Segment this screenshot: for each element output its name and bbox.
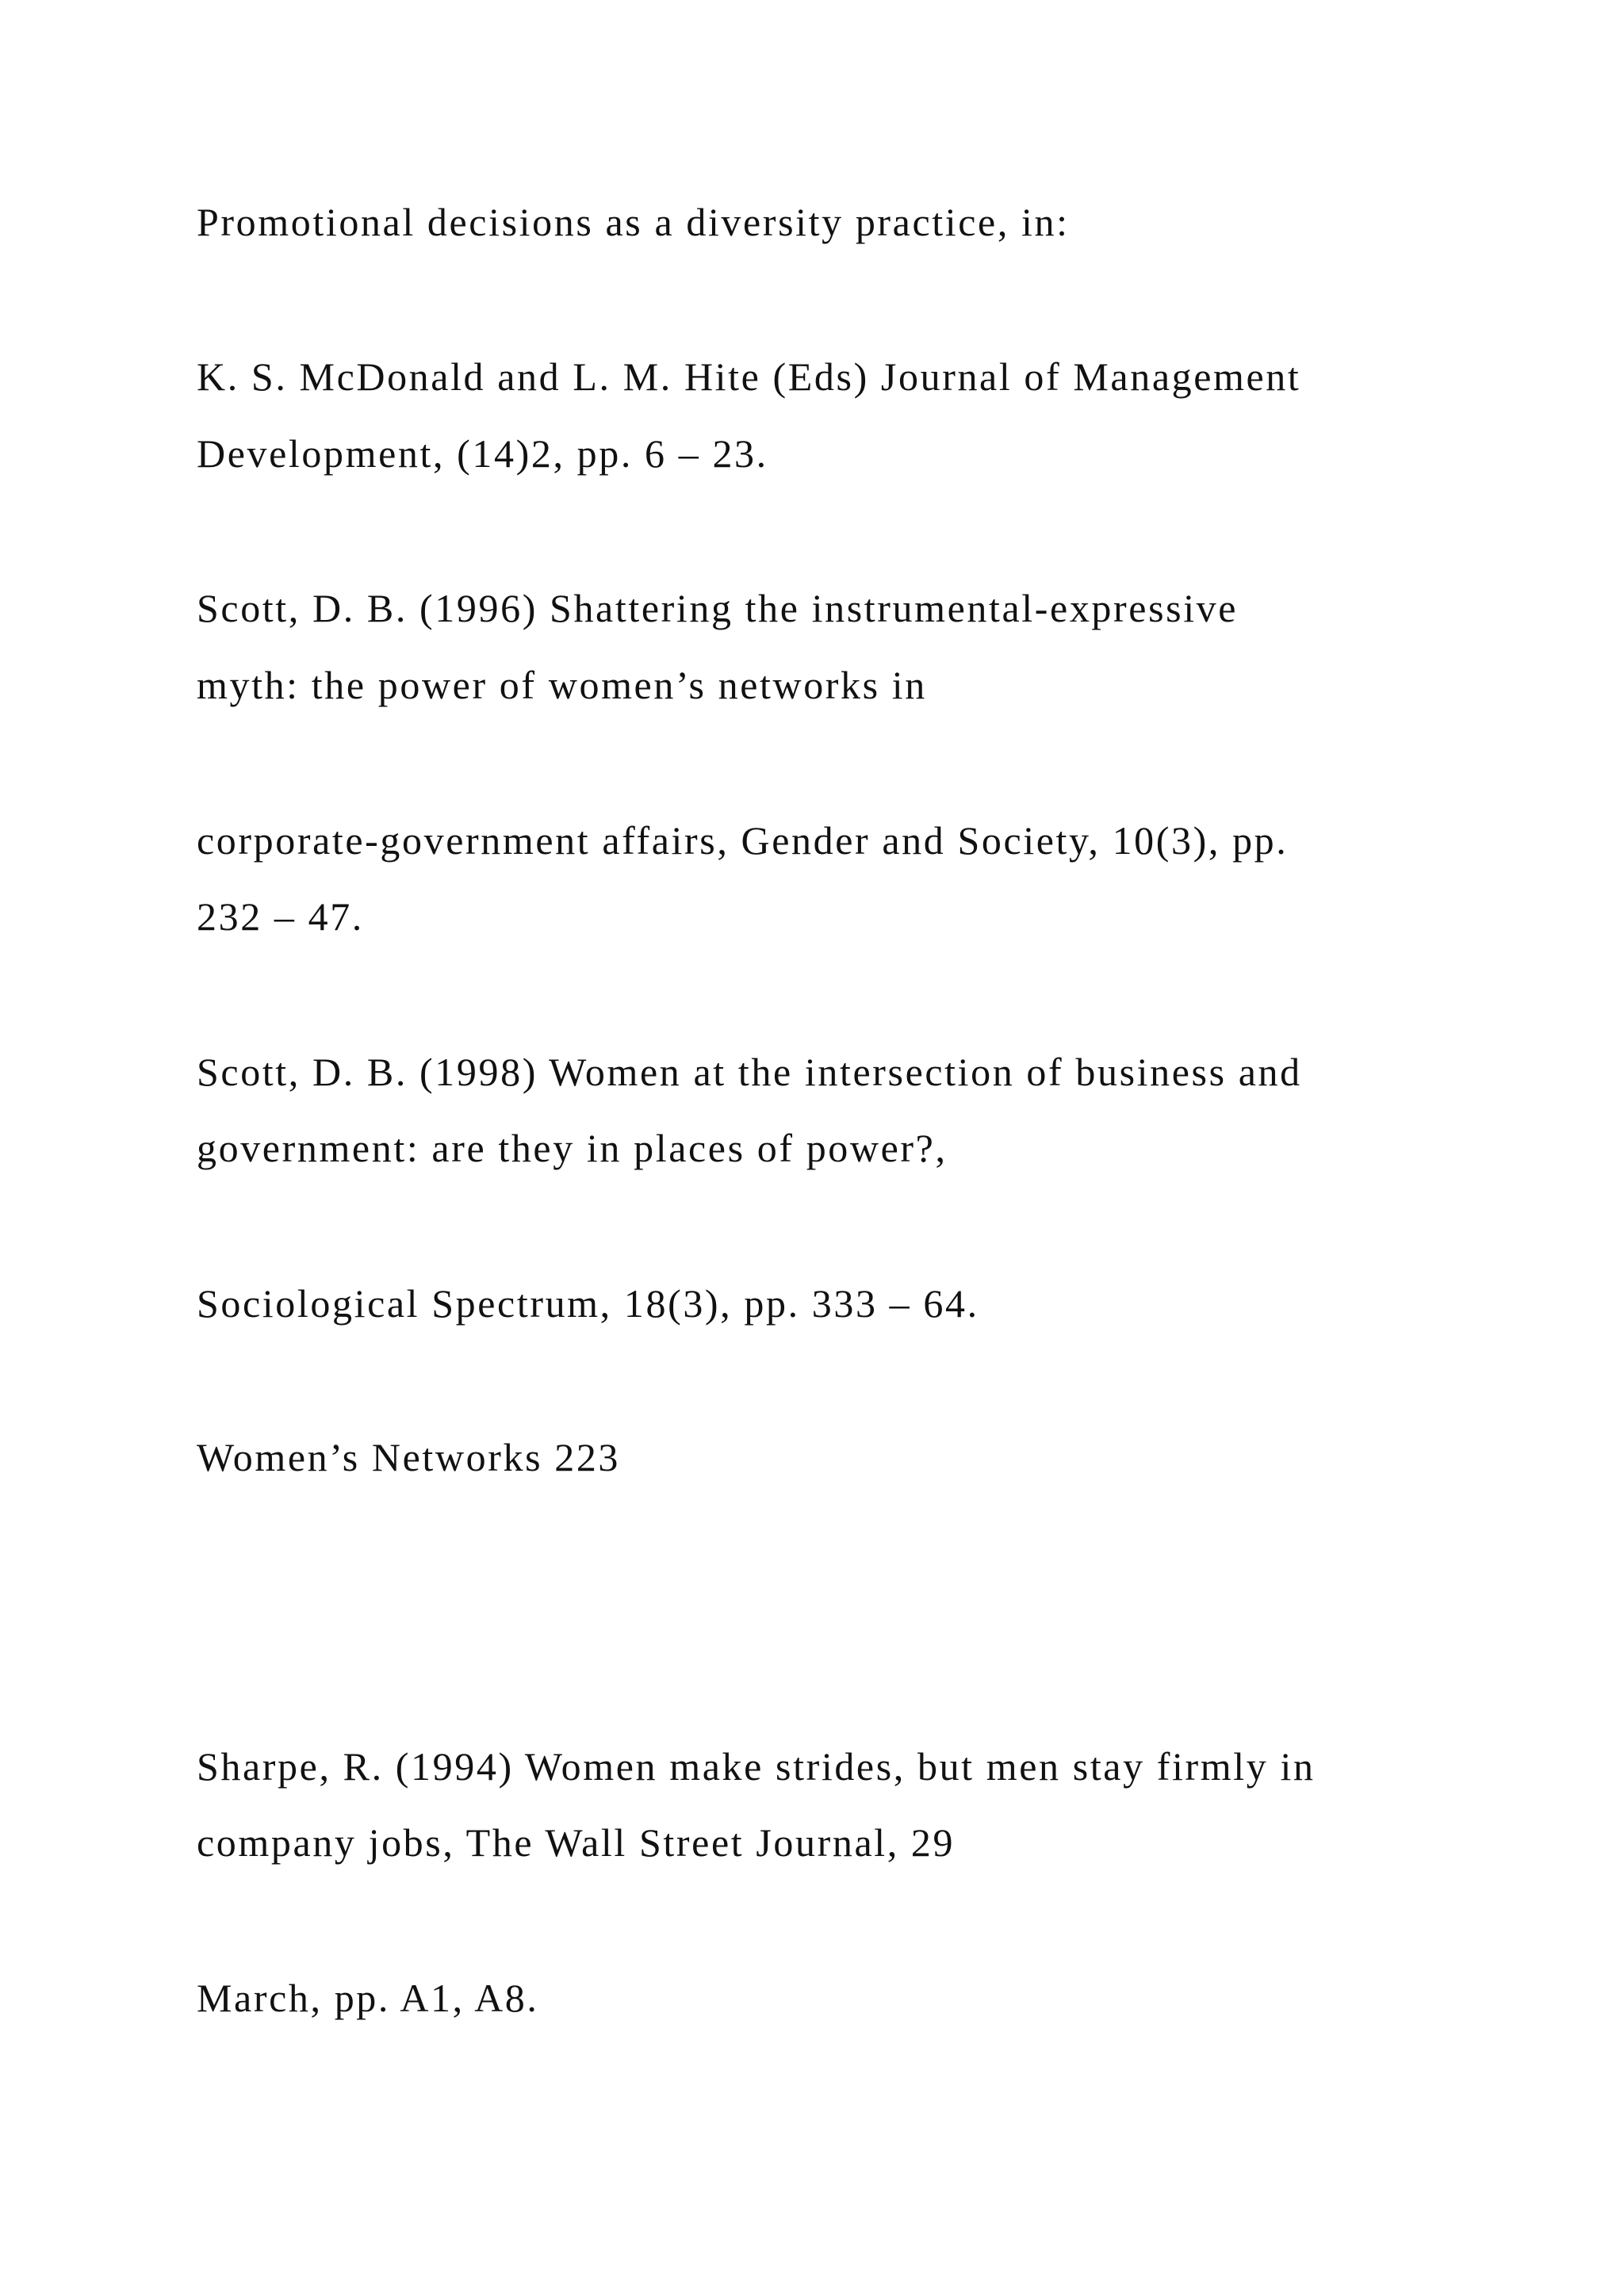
text-line-myth: myth: the power of women’s networks in (197, 663, 927, 707)
text-line-promotional-decisions: Promotional decisions as a diversity practice, in: (197, 200, 1070, 244)
text-line-scott-1996: Scott, D. B. (1996) Shattering the instrumental-expressive (197, 586, 1239, 630)
text-line-mcdonald-hite: K. S. McDonald and L. M. Hite (Eds) Journal of Management (197, 354, 1301, 399)
text-line-march-pages: March, pp. A1, A8. (197, 1976, 539, 2020)
text-line-government-power: government: are they in places of power?, (197, 1126, 948, 1170)
text-line-pages-232: 232 – 47. (197, 894, 364, 939)
text-line-development: Development, (14)2, pp. 6 – 23. (197, 431, 768, 476)
text-line-sociological-spectrum: Sociological Spectrum, 18(3), pp. 333 – 64. (197, 1281, 979, 1326)
text-line-company-jobs: company jobs, The Wall Street Journal, 29 (197, 1820, 956, 1865)
text-line-corporate-government: corporate-government affairs, Gender and Society, 10(3), pp. (197, 818, 1289, 863)
text-line-scott-1998: Scott, D. B. (1998) Women at the intersection of business and (197, 1050, 1302, 1094)
running-footer: Women’s Networks 223 (197, 1435, 621, 1479)
text-line-sharpe-1994: Sharpe, R. (1994) Women make strides, but men stay firmly in (197, 1744, 1316, 1789)
